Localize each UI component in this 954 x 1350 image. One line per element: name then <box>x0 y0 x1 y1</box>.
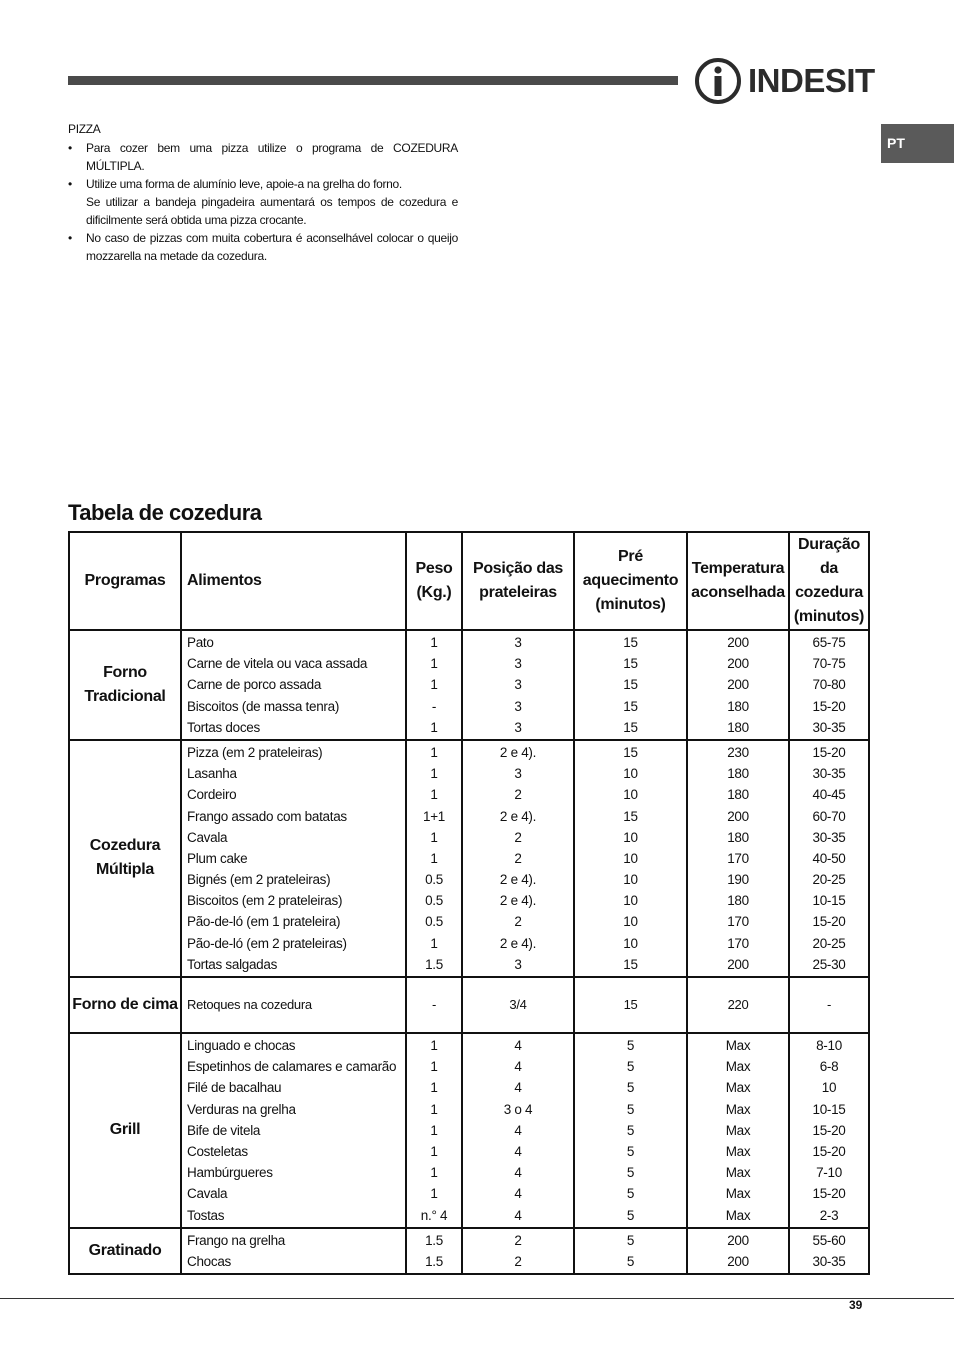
shelf-position-cell: 2 <box>514 787 522 803</box>
weight-cell: 1.5 <box>425 1253 443 1269</box>
food-name-cell: Tostas <box>187 1207 225 1223</box>
temperature-cell: 190 <box>727 872 749 888</box>
preheat-cell: 15 <box>623 698 638 714</box>
preheat-cell: 5 <box>626 1038 635 1053</box>
pizza-heading: PIZZA <box>68 122 101 136</box>
program-name: Forno de cima <box>69 977 181 1033</box>
food-name-cell: Retoques na cozedura <box>187 997 312 1013</box>
temperature-cell: 170 <box>727 850 749 866</box>
pizza-bullet <box>68 175 458 229</box>
col-temperature <box>687 630 789 740</box>
duration-cell: 15-20 <box>812 914 846 930</box>
shelf-position-cell: 4 <box>514 1207 522 1223</box>
duration-cell: - <box>826 997 832 1013</box>
temperature-cell: 200 <box>727 677 749 693</box>
header-peso: Peso (Kg.) <box>406 532 462 630</box>
shelf-position-cell: 2 <box>514 850 522 866</box>
temperature-cell: 200 <box>727 1232 749 1248</box>
preheat-cell: 15 <box>623 744 638 760</box>
bullet-text: Utilize uma forma de alumínio leve, apoie-a na grelha do forno. <box>86 177 402 191</box>
duration-cell: 40-50 <box>812 850 846 866</box>
col-food-name <box>181 630 406 740</box>
temperature-cell: 200 <box>727 656 749 672</box>
temperature-cell: Max <box>725 1143 751 1159</box>
table-title: Tabela de cozedura <box>68 500 262 525</box>
weight-cell: 1 <box>430 766 438 782</box>
food-name-cell: Tortas salgadas <box>187 956 278 972</box>
shelf-position-cell: 3 <box>514 656 522 672</box>
shelf-position-cell: 4 <box>514 1059 522 1075</box>
weight-cell: 1 <box>430 744 438 760</box>
col-preheat <box>574 630 687 740</box>
preheat-cell: 5 <box>626 1253 635 1269</box>
shelf-position-cell: 3 <box>514 766 522 782</box>
weight-cell: 1+1 <box>423 808 445 824</box>
food-name-cell: Pizza (em 2 prateleiras) <box>187 744 323 760</box>
col-weight <box>406 1228 462 1274</box>
food-name-cell: Biscoitos (em 2 prateleiras) <box>187 893 343 909</box>
duration-cell: 55-60 <box>812 1232 846 1248</box>
col-preheat <box>574 1228 687 1274</box>
preheat-cell: 5 <box>626 1101 635 1117</box>
header-programas: Programas <box>69 532 181 630</box>
duration-cell: 15-20 <box>812 744 846 760</box>
temperature-cell: 180 <box>727 787 749 803</box>
preheat-cell: 5 <box>626 1122 635 1138</box>
temperature-cell: 180 <box>727 698 749 714</box>
program-group-grill <box>69 1033 869 1228</box>
food-name-cell: Carne de porco assada <box>187 677 322 693</box>
preheat-cell: 5 <box>626 1207 635 1223</box>
program-name: Forno Tradicional <box>69 630 181 740</box>
food-name-cell: Frango na grelha <box>187 1232 286 1248</box>
food-name-cell: Bife de vitela <box>187 1122 261 1138</box>
preheat-cell: 10 <box>623 914 638 930</box>
shelf-position-cell: 2 e 4). <box>499 808 537 824</box>
table-header-row <box>69 532 869 630</box>
preheat-cell: 10 <box>623 787 638 803</box>
col-food-name <box>181 977 406 1033</box>
program-name: Gratinado <box>69 1228 181 1274</box>
col-weight <box>406 977 462 1033</box>
food-name-cell: Pato <box>187 635 214 650</box>
temperature-cell: 170 <box>727 935 749 951</box>
bullet-text: Se utilizar a bandeja pingadeira aumentará os tempos de cozedura e dificilmente será obtida uma pizza crocante. <box>86 195 458 227</box>
col-preheat <box>574 1033 687 1228</box>
shelf-position-cell: 2 e 4). <box>499 893 537 909</box>
indesit-logo <box>694 58 875 104</box>
shelf-position-cell: 2 e 4). <box>499 935 537 951</box>
shelf-position-cell: 4 <box>514 1122 522 1138</box>
weight-cell: 1.5 <box>425 956 443 972</box>
weight-cell: - <box>431 698 437 714</box>
shelf-position-cell: 4 <box>514 1038 522 1053</box>
table-body <box>69 630 869 1274</box>
col-weight <box>406 630 462 740</box>
weight-cell: n.° 4 <box>420 1207 448 1223</box>
indesit-logo-icon <box>694 58 742 104</box>
food-name-cell: Cavala <box>187 829 228 845</box>
food-name-cell: Lasanha <box>187 766 237 782</box>
temperature-cell: Max <box>725 1059 751 1075</box>
preheat-cell: 15 <box>623 635 638 650</box>
pizza-bullet <box>68 229 458 265</box>
col-food-name <box>181 1228 406 1274</box>
col-duration <box>789 977 869 1033</box>
weight-cell: 0.5 <box>425 914 443 930</box>
col-food-name <box>181 1033 406 1228</box>
shelf-position-cell: 2 e 4). <box>499 872 537 888</box>
duration-cell: 7-10 <box>816 1165 842 1181</box>
duration-cell: 25-30 <box>812 956 846 972</box>
food-name-cell: Hambúrgueres <box>187 1165 273 1181</box>
col-temperature <box>687 1033 789 1228</box>
duration-cell: 40-45 <box>812 787 846 803</box>
food-name-cell: Pão-de-ló (em 1 prateleira) <box>187 914 341 930</box>
shelf-position-cell: 2 e 4). <box>499 744 537 760</box>
temperature-cell: 220 <box>727 997 749 1013</box>
header-alimentos: Alimentos <box>181 532 406 630</box>
duration-cell: 65-75 <box>812 635 846 650</box>
col-shelf-position <box>462 977 574 1033</box>
duration-cell: 15-20 <box>812 1143 846 1159</box>
temperature-cell: 180 <box>727 829 749 845</box>
temperature-cell: 200 <box>727 1253 749 1269</box>
weight-cell: 1 <box>430 935 438 951</box>
col-duration <box>789 630 869 740</box>
col-weight <box>406 1033 462 1228</box>
bullet-dot: • <box>68 141 72 155</box>
shelf-position-cell: 3 <box>514 698 522 714</box>
shelf-position-cell: 2 <box>514 1232 522 1248</box>
duration-cell: 70-80 <box>812 677 846 693</box>
temperature-cell: 230 <box>727 744 749 760</box>
duration-cell: 10-15 <box>812 1101 846 1117</box>
shelf-position-cell: 2 <box>514 829 522 845</box>
temperature-cell: 180 <box>727 766 749 782</box>
preheat-cell: 10 <box>623 766 638 782</box>
program-name: Cozedura Múltipla <box>69 740 181 977</box>
weight-cell: 1 <box>430 1059 438 1075</box>
food-name-cell: Plum cake <box>187 850 248 866</box>
weight-cell: 1 <box>430 677 438 693</box>
weight-cell: 0.5 <box>425 872 443 888</box>
duration-cell: 15-20 <box>812 1186 846 1202</box>
duration-cell: 30-35 <box>812 1253 846 1269</box>
preheat-cell: 10 <box>623 829 638 845</box>
food-name-cell: Filé de bacalhau <box>187 1080 282 1096</box>
food-name-cell: Frango assado com batatas <box>187 808 347 824</box>
program-group-gratinado <box>69 1228 869 1274</box>
duration-cell: 10 <box>821 1080 837 1096</box>
shelf-position-cell: 4 <box>514 1080 522 1096</box>
preheat-cell: 5 <box>626 1143 635 1159</box>
temperature-cell: 180 <box>727 893 749 909</box>
footer-line <box>0 1298 954 1299</box>
bullet-text: No caso de pizzas com muita cobertura é aconselhável colocar o queijo mozzarella na metade da cozedura. <box>86 231 458 263</box>
shelf-position-cell: 4 <box>514 1165 522 1181</box>
preheat-cell: 15 <box>623 677 638 693</box>
preheat-cell: 10 <box>623 935 638 951</box>
food-name-cell: Biscoitos (de massa tenra) <box>187 698 340 714</box>
weight-cell: 1 <box>430 1186 438 1202</box>
program-group-forno-tradicional <box>69 630 869 740</box>
language-tab: PT <box>881 124 954 163</box>
weight-cell: 0.5 <box>425 893 443 909</box>
food-name-cell: Pão-de-ló (em 2 prateleiras) <box>187 935 347 951</box>
weight-cell: 1 <box>430 1080 438 1096</box>
bullet-dot: • <box>68 177 72 191</box>
pizza-bullet <box>68 139 458 175</box>
shelf-position-cell: 2 <box>514 1253 522 1269</box>
col-duration <box>789 1228 869 1274</box>
col-duration <box>789 740 869 977</box>
food-name-cell: Cordeiro <box>187 787 237 803</box>
food-name-cell: Verduras na grelha <box>187 1101 296 1117</box>
col-temperature <box>687 1228 789 1274</box>
preheat-cell: 15 <box>623 808 638 824</box>
temperature-cell: Max <box>725 1186 751 1202</box>
cooking-table-wrapper <box>68 531 868 1275</box>
cooking-table <box>68 531 870 1275</box>
program-group-cozedura-multipla <box>69 740 869 977</box>
duration-cell: 60-70 <box>812 808 846 824</box>
food-name-cell: Espetinhos de calamares e camarão <box>187 1059 397 1075</box>
bullet-text: Para cozer bem uma pizza utilize o programa de COZEDURA MÚLTIPLA. <box>86 141 458 173</box>
pizza-instructions <box>68 120 458 265</box>
duration-cell: 15-20 <box>812 1122 846 1138</box>
weight-cell: 1 <box>430 787 438 803</box>
bullet-dot: • <box>68 231 72 245</box>
col-shelf-position <box>462 1228 574 1274</box>
header-posicao: Posição das prateleiras <box>462 532 574 630</box>
temperature-cell: Max <box>725 1080 751 1096</box>
duration-cell: 30-35 <box>812 766 846 782</box>
food-name-cell: Chocas <box>187 1253 231 1269</box>
duration-cell: 15-20 <box>812 698 846 714</box>
preheat-cell: 10 <box>623 850 638 866</box>
preheat-cell: 15 <box>623 656 638 672</box>
food-name-cell: Costeletas <box>187 1143 248 1159</box>
preheat-cell: 15 <box>623 719 638 735</box>
page-number: 39 <box>849 1298 863 1312</box>
food-name-cell: Bignés (em 2 prateleiras) <box>187 872 331 888</box>
weight-cell: 1 <box>430 850 438 866</box>
duration-cell: 70-75 <box>812 656 846 672</box>
col-weight <box>406 740 462 977</box>
col-preheat <box>574 977 687 1033</box>
shelf-position-cell: 4 <box>514 1186 522 1202</box>
preheat-cell: 5 <box>626 1059 635 1075</box>
preheat-cell: 10 <box>623 893 638 909</box>
header-bar <box>68 76 678 85</box>
col-shelf-position <box>462 740 574 977</box>
weight-cell: 1 <box>430 1143 438 1159</box>
duration-cell: 20-25 <box>812 872 846 888</box>
temperature-cell: Max <box>725 1165 751 1181</box>
temperature-cell: 170 <box>727 914 749 930</box>
food-name-cell: Cavala <box>187 1186 228 1202</box>
shelf-position-cell: 3 <box>514 635 522 650</box>
preheat-cell: 15 <box>623 997 638 1013</box>
temperature-cell: 200 <box>727 808 749 824</box>
duration-cell: 30-35 <box>812 719 846 735</box>
weight-cell: 1 <box>430 1165 438 1181</box>
shelf-position-cell: 3 <box>514 956 522 972</box>
food-name-cell: Tortas doces <box>187 719 260 735</box>
header-temperatura: Temperatura aconselhada <box>687 532 789 630</box>
duration-cell: 10-15 <box>812 893 846 909</box>
food-name-cell: Linguado e chocas <box>187 1038 296 1053</box>
temperature-cell: 180 <box>727 719 749 735</box>
duration-cell: 8-10 <box>816 1038 842 1053</box>
weight-cell: 1 <box>430 829 438 845</box>
temperature-cell: 200 <box>727 635 749 650</box>
temperature-cell: Max <box>725 1038 751 1053</box>
preheat-cell: 10 <box>623 872 638 888</box>
program-group-forno-de-cima <box>69 977 869 1033</box>
shelf-position-cell: 3 <box>514 677 522 693</box>
duration-cell: 6-8 <box>819 1059 839 1075</box>
shelf-position-cell: 2 <box>514 914 522 930</box>
duration-cell: 30-35 <box>812 829 846 845</box>
col-temperature <box>687 740 789 977</box>
col-food-name <box>181 740 406 977</box>
preheat-cell: 5 <box>626 1165 635 1181</box>
col-shelf-position <box>462 630 574 740</box>
weight-cell: 1 <box>430 635 438 650</box>
header-duracao: Duração da cozedura (minutos) <box>789 532 869 630</box>
weight-cell: 1 <box>430 1122 438 1138</box>
weight-cell: 1.5 <box>425 1232 443 1248</box>
shelf-position-cell: 3/4 <box>509 997 527 1013</box>
temperature-cell: Max <box>725 1122 751 1138</box>
temperature-cell: 200 <box>727 956 749 972</box>
temperature-cell: Max <box>725 1101 751 1117</box>
col-shelf-position <box>462 1033 574 1228</box>
weight-cell: 1 <box>430 719 438 735</box>
program-name: Grill <box>69 1033 181 1228</box>
shelf-position-cell: 3 <box>514 719 522 735</box>
weight-cell: 1 <box>430 1038 438 1053</box>
preheat-cell: 15 <box>623 956 638 972</box>
col-temperature <box>687 977 789 1033</box>
preheat-cell: 5 <box>626 1080 635 1096</box>
food-name-cell: Carne de vitela ou vaca assada <box>187 656 368 672</box>
shelf-position-cell: 3 o 4 <box>503 1101 533 1117</box>
duration-cell: 20-25 <box>812 935 846 951</box>
col-preheat <box>574 740 687 977</box>
preheat-cell: 5 <box>626 1186 635 1202</box>
weight-cell: 1 <box>430 656 438 672</box>
temperature-cell: Max <box>725 1207 751 1223</box>
pizza-bullets <box>68 139 458 265</box>
header-pre-aquecimento: Pré aquecimento (minutos) <box>574 532 687 630</box>
duration-cell: 2-3 <box>819 1207 839 1223</box>
weight-cell: 1 <box>430 1101 438 1117</box>
weight-cell: - <box>431 997 437 1013</box>
shelf-position-cell: 4 <box>514 1143 522 1159</box>
col-duration <box>789 1033 869 1228</box>
brand-name: INDESIT <box>748 62 875 99</box>
preheat-cell: 5 <box>626 1232 635 1248</box>
